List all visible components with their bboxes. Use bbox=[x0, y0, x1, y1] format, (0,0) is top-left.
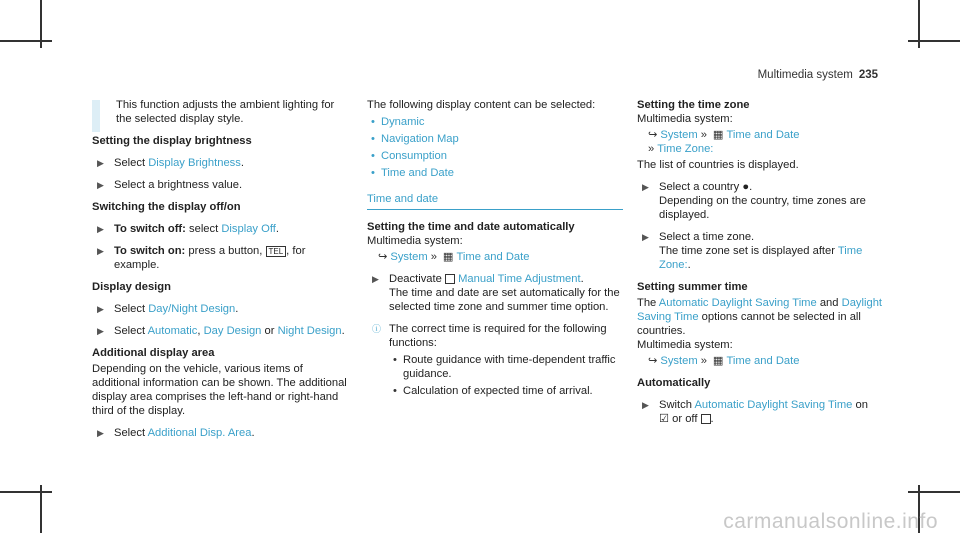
step: ▶ Select Additional Disp. Area. bbox=[97, 427, 255, 439]
chevron-icon: » bbox=[700, 129, 707, 141]
auto-heading: Setting the time and date automatically bbox=[367, 221, 575, 233]
menu-path: ↪ System » ▦ Time and Date bbox=[648, 355, 800, 367]
crop-mark bbox=[0, 40, 52, 42]
summer-heading: Setting summer time bbox=[637, 281, 748, 293]
link-day-design[interactable]: Day Design bbox=[203, 325, 262, 337]
arrow-icon: ▶ bbox=[97, 326, 104, 336]
arrow-icon: ▶ bbox=[97, 428, 104, 438]
column-1 bbox=[92, 98, 350, 448]
column-2 bbox=[367, 98, 623, 406]
link-time-zone[interactable]: Time Zone: bbox=[659, 245, 863, 271]
area-text: Depending on the vehicle, various items of additional information can be shown. The additional display area comprises the left-hand or right-hand third of the display. bbox=[92, 363, 347, 417]
design-heading: Display design bbox=[92, 281, 171, 293]
section-title: Multimedia system bbox=[757, 69, 853, 81]
note-bar bbox=[92, 100, 100, 132]
step: ▶ Switch Automatic Daylight Saving Time on ☑ or off . bbox=[642, 399, 868, 425]
page-header bbox=[758, 68, 878, 82]
arrow-icon: ▶ bbox=[642, 182, 649, 192]
step: ▶ Select a brightness value. bbox=[97, 179, 243, 191]
auto-heading: Automatically bbox=[637, 377, 711, 389]
summer-text: The Automatic Daylight Saving Time and Daylight Saving Time options cannot be selected in all countries. bbox=[637, 297, 883, 337]
menu-path: ↪ System » ▦ Time and Date bbox=[378, 251, 530, 263]
checkbox-icon bbox=[445, 274, 455, 284]
enter-icon: ↪ bbox=[378, 251, 388, 263]
step: ▶ Select a country ●. Depending on the country, time zones are displayed. bbox=[642, 181, 866, 221]
link-night-design[interactable]: Night Design bbox=[277, 325, 342, 337]
list-text: The list of countries is displayed. bbox=[637, 159, 799, 171]
step: ▶ Deactivate Manual Time Adjustment. The time and date are set automatically for the selected time zone and summer time option. bbox=[372, 273, 620, 313]
arrow-icon: ▶ bbox=[642, 232, 649, 242]
area-heading: Additional display area bbox=[92, 347, 215, 359]
link-manual-time[interactable]: Manual Time Adjustment bbox=[458, 273, 581, 285]
arrow-icon: ▶ bbox=[642, 400, 649, 410]
list-item: • Route guidance with time-dependent traffic guidance. bbox=[393, 354, 616, 380]
checkbox-icon bbox=[701, 414, 711, 424]
column-3 bbox=[637, 98, 887, 434]
link-display-off[interactable]: Display Off bbox=[221, 223, 276, 235]
step: ▶ Select Display Brightness. bbox=[97, 157, 244, 169]
link-day-night[interactable]: Day/Night Design bbox=[148, 303, 236, 315]
arrow-icon: ▶ bbox=[97, 180, 104, 190]
calendar-icon: ▦ bbox=[442, 251, 454, 263]
crop-mark bbox=[908, 491, 960, 493]
list-item: • Calculation of expected time of arrival. bbox=[393, 385, 593, 397]
enter-icon: ↪ bbox=[648, 355, 658, 367]
arrow-icon: ▶ bbox=[97, 304, 104, 314]
section-title-time-date: Time and date bbox=[367, 192, 623, 210]
step: ▶ Select Automatic, Day Design or Night Design. bbox=[97, 325, 345, 337]
link-automatic[interactable]: Automatic bbox=[147, 325, 198, 337]
dot-icon: ● bbox=[742, 181, 750, 193]
list-item: • Dynamic bbox=[371, 116, 425, 128]
chevron-icon: » bbox=[430, 251, 437, 263]
list-item: • Consumption bbox=[371, 150, 447, 162]
note: ⓘ The correct time is required for the following functions: • Route guidance with time-dependent traffic guidance. • Calculation of expected time of arrival. bbox=[367, 322, 623, 398]
enter-icon: ↪ bbox=[648, 129, 658, 141]
step: ▶ Select a time zone. The time zone set is displayed after Time Zone:. bbox=[642, 231, 863, 271]
step: ▶ To switch on: press a button, TEL , for example. bbox=[97, 245, 306, 271]
crop-mark bbox=[908, 40, 960, 42]
link-additional-area[interactable]: Additional Disp. Area bbox=[147, 427, 252, 439]
link-auto-dst[interactable]: Automatic Daylight Saving Time bbox=[694, 399, 853, 411]
step: ▶ Select Day/Night Design. bbox=[97, 303, 239, 315]
arrow-icon: ▶ bbox=[97, 158, 104, 168]
following-text: The following display content can be selected: bbox=[367, 99, 596, 111]
page-number: 235 bbox=[858, 69, 878, 81]
checkbox-checked-icon: ☑ bbox=[659, 413, 670, 425]
calendar-icon: ▦ bbox=[712, 355, 724, 367]
link-display-brightness[interactable]: Display Brightness bbox=[148, 157, 241, 169]
list-item: • Time and Date bbox=[371, 167, 454, 179]
crop-mark bbox=[0, 491, 52, 493]
chevron-icon: » bbox=[648, 143, 655, 155]
mm-system-text: Multimedia system: bbox=[637, 339, 733, 351]
arrow-icon: ▶ bbox=[97, 246, 104, 256]
zone-heading: Setting the time zone bbox=[637, 99, 750, 111]
switch-heading: Switching the display off/on bbox=[92, 201, 241, 213]
watermark: carmanualsonline.info bbox=[723, 510, 938, 533]
arrow-icon: ▶ bbox=[372, 274, 379, 284]
intro-text: This function adjusts the ambient lighting for the selected display style. bbox=[116, 99, 335, 125]
info-icon: ⓘ bbox=[372, 324, 382, 334]
mm-system-text: Multimedia system: bbox=[367, 235, 463, 247]
calendar-icon: ▦ bbox=[712, 129, 724, 141]
tel-key-icon: TEL bbox=[266, 246, 287, 257]
arrow-icon: ▶ bbox=[97, 224, 104, 234]
chevron-icon: » bbox=[700, 355, 707, 367]
brightness-heading: Setting the display brightness bbox=[92, 135, 252, 147]
mm-system-text: Multimedia system: bbox=[637, 113, 733, 125]
menu-path: ↪ System » ▦ Time and Date » Time Zone: bbox=[648, 129, 800, 155]
step: ▶ To switch off: select Display Off. bbox=[97, 223, 279, 235]
list-item: • Navigation Map bbox=[371, 133, 459, 145]
